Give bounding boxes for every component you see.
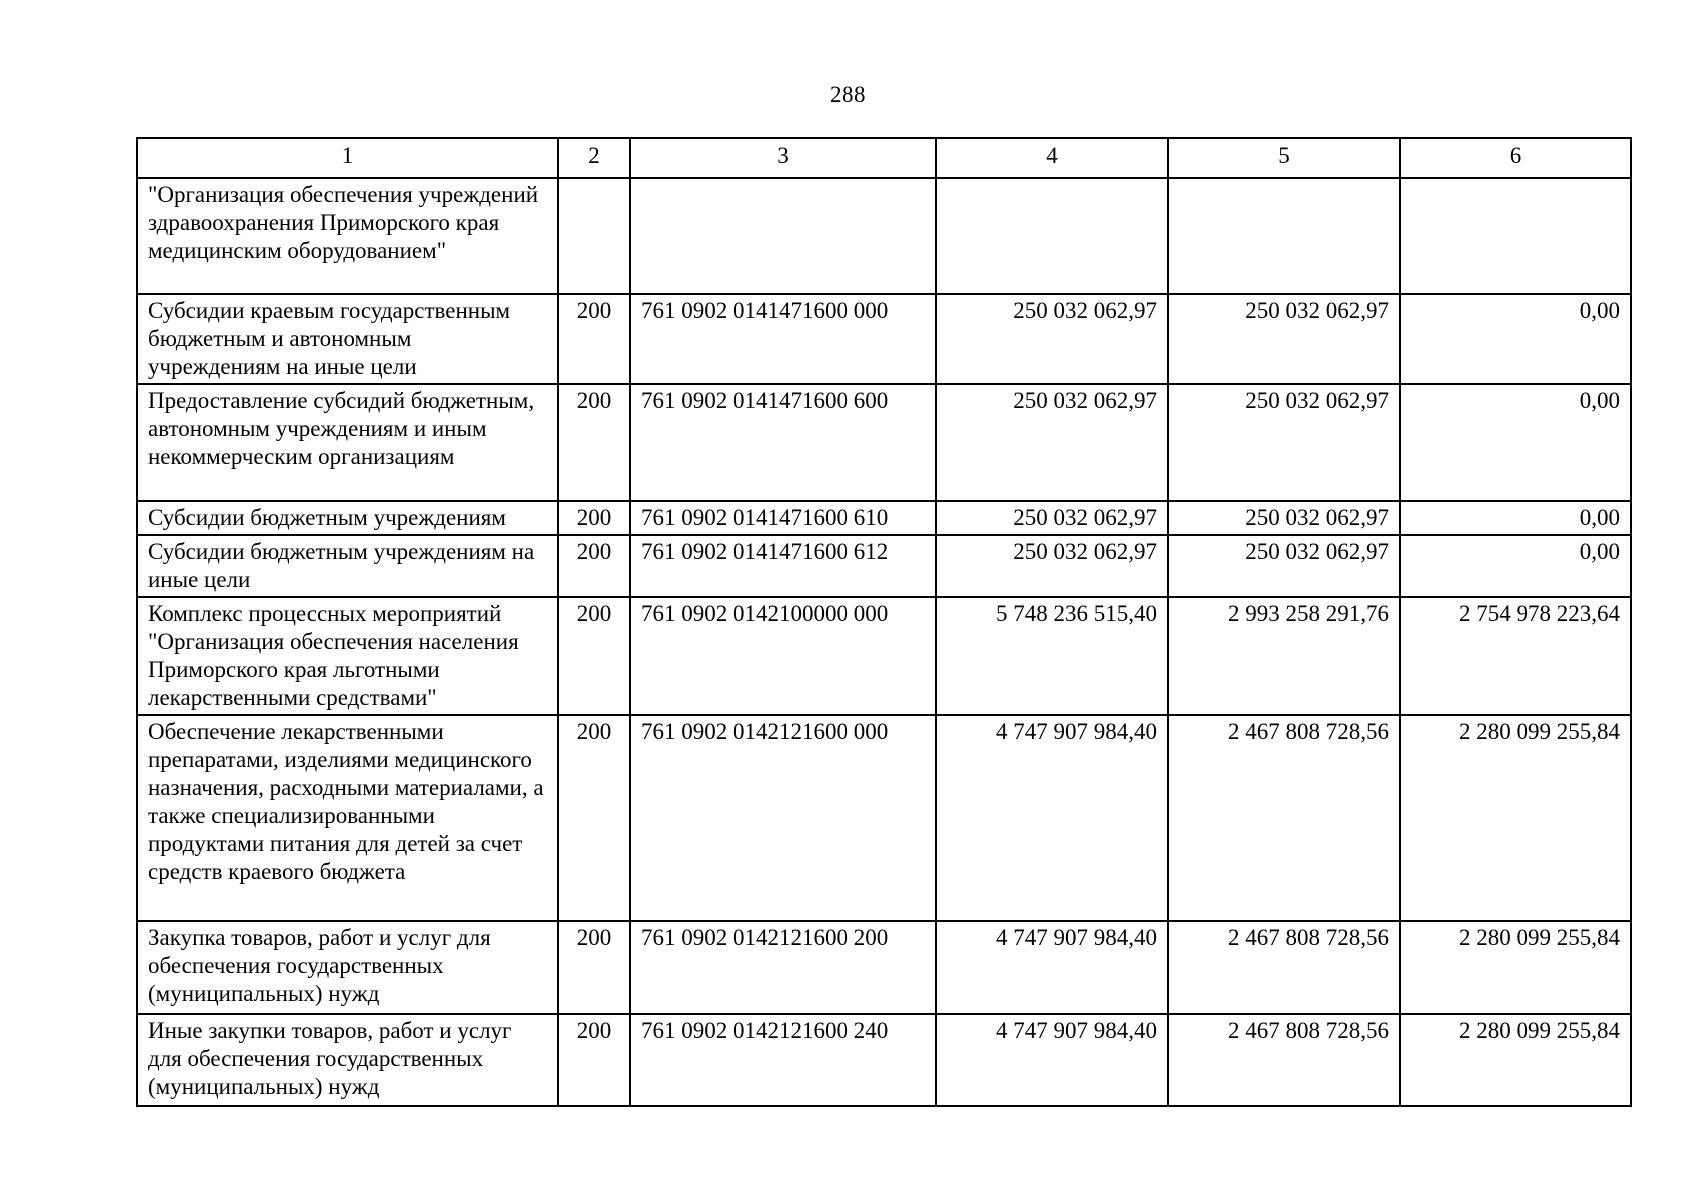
row-admin-code: 200 <box>558 597 630 715</box>
row-amount-col4: 4 747 907 984,40 <box>936 921 1168 1014</box>
row-budget-code: 761 0902 0142121600 200 <box>630 921 936 1014</box>
row-budget-code: 761 0902 0141471600 600 <box>630 384 936 501</box>
row-amount-col6: 2 280 099 255,84 <box>1400 1014 1631 1106</box>
row-amount-col6: 2 280 099 255,84 <box>1400 921 1631 1014</box>
row-admin-code: 200 <box>558 384 630 501</box>
row-budget-code: 761 0902 0141471600 000 <box>630 294 936 384</box>
column-header-4: 4 <box>936 138 1168 178</box>
row-amount-col6 <box>1400 178 1631 294</box>
row-amount-col4: 250 032 062,97 <box>936 384 1168 501</box>
row-budget-code <box>630 178 936 294</box>
table-row <box>137 294 1631 384</box>
row-amount-col5: 2 467 808 728,56 <box>1168 1014 1400 1106</box>
page-number: 288 <box>830 82 866 107</box>
table-row <box>137 1014 1631 1106</box>
row-budget-code: 761 0902 0141471600 612 <box>630 535 936 597</box>
row-amount-col6: 2 280 099 255,84 <box>1400 715 1631 921</box>
row-amount-col5: 2 467 808 728,56 <box>1168 921 1400 1014</box>
row-amount-col4 <box>936 178 1168 294</box>
table-row <box>137 384 1631 501</box>
row-amount-col6: 2 754 978 223,64 <box>1400 597 1631 715</box>
row-amount-col4: 250 032 062,97 <box>936 501 1168 535</box>
row-amount-col4: 4 747 907 984,40 <box>936 1014 1168 1106</box>
row-amount-col4: 250 032 062,97 <box>936 294 1168 384</box>
row-amount-col5: 250 032 062,97 <box>1168 294 1400 384</box>
table-row <box>137 178 1631 294</box>
row-amount-col6: 0,00 <box>1400 294 1631 384</box>
row-name: Субсидии бюджетным учреждениям <box>137 501 558 535</box>
column-header-6: 6 <box>1400 138 1631 178</box>
column-header-1: 1 <box>137 138 558 178</box>
row-name: Субсидии краевым государственным бюджетным и автономным учреждениям на иные цели <box>137 294 558 384</box>
row-name: Обеспечение лекарственными препаратами, изделиями медицинского назначения, расходными материалами, а также специализированными продуктами питания для детей за счет средств краевого бюджета <box>137 715 558 921</box>
row-amount-col5: 250 032 062,97 <box>1168 501 1400 535</box>
row-admin-code: 200 <box>558 535 630 597</box>
row-budget-code: 761 0902 0141471600 610 <box>630 501 936 535</box>
row-name: "Организация обеспечения учреждений здравоохранения Приморского края медицинским оборудованием" <box>137 178 558 294</box>
table-row <box>137 597 1631 715</box>
row-budget-code: 761 0902 0142121600 240 <box>630 1014 936 1106</box>
budget-table <box>136 137 1632 1107</box>
row-amount-col4: 250 032 062,97 <box>936 535 1168 597</box>
table-row <box>137 501 1631 535</box>
row-admin-code: 200 <box>558 501 630 535</box>
row-amount-col6: 0,00 <box>1400 384 1631 501</box>
row-amount-col4: 5 748 236 515,40 <box>936 597 1168 715</box>
row-amount-col5: 2 993 258 291,76 <box>1168 597 1400 715</box>
row-amount-col6: 0,00 <box>1400 535 1631 597</box>
row-amount-col6: 0,00 <box>1400 501 1631 535</box>
table-header-row <box>137 138 1631 178</box>
table-row <box>137 921 1631 1014</box>
row-amount-col4: 4 747 907 984,40 <box>936 715 1168 921</box>
row-admin-code: 200 <box>558 1014 630 1106</box>
row-admin-code: 200 <box>558 715 630 921</box>
row-name: Субсидии бюджетным учреждениям на иные цели <box>137 535 558 597</box>
column-header-2: 2 <box>558 138 630 178</box>
row-admin-code <box>558 178 630 294</box>
row-name: Закупка товаров, работ и услуг для обеспечения государственных (муниципальных) нужд <box>137 921 558 1014</box>
row-admin-code: 200 <box>558 921 630 1014</box>
table-row <box>137 715 1631 921</box>
row-name: Комплекс процессных мероприятий "Организация обеспечения населения Приморского края льготными лекарственными средствами" <box>137 597 558 715</box>
row-budget-code: 761 0902 0142121600 000 <box>630 715 936 921</box>
row-admin-code: 200 <box>558 294 630 384</box>
row-budget-code: 761 0902 0142100000 000 <box>630 597 936 715</box>
row-amount-col5: 250 032 062,97 <box>1168 535 1400 597</box>
row-amount-col5: 250 032 062,97 <box>1168 384 1400 501</box>
table-row <box>137 535 1631 597</box>
row-name: Предоставление субсидий бюджетным, автономным учреждениям и иным некоммерческим организациям <box>137 384 558 501</box>
column-header-3: 3 <box>630 138 936 178</box>
column-header-5: 5 <box>1168 138 1400 178</box>
row-amount-col5 <box>1168 178 1400 294</box>
row-amount-col5: 2 467 808 728,56 <box>1168 715 1400 921</box>
row-name: Иные закупки товаров, работ и услуг для обеспечения государственных (муниципальных) нужд <box>137 1014 558 1106</box>
